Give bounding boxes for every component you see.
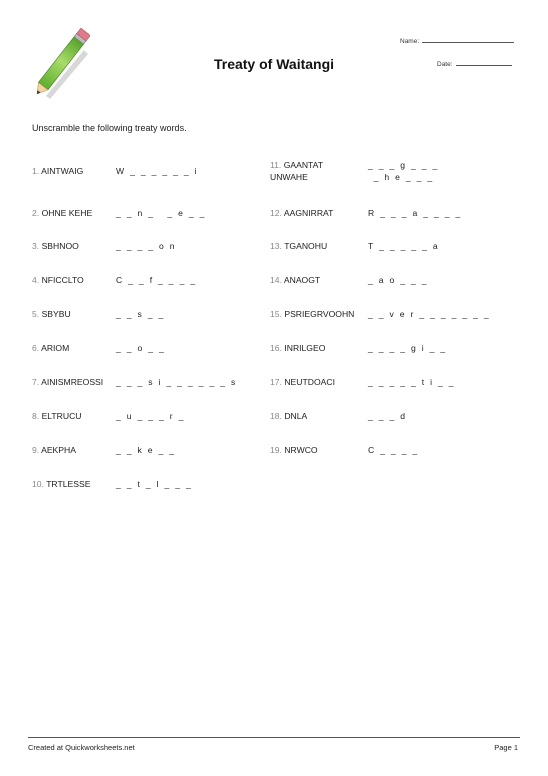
item-number: 6.	[32, 343, 40, 353]
answer-blanks[interactable]: _ _ t _ l _ _ _	[116, 479, 192, 489]
footer-credit: Created at Quickworksheets.net	[28, 743, 135, 752]
answer-blanks-line2[interactable]: _ h e _ _ _	[368, 172, 433, 182]
answer-blanks[interactable]: _ _ _ _ o n	[116, 241, 175, 251]
puzzle-item-19	[270, 445, 418, 455]
puzzle-item-9	[32, 445, 175, 455]
scrambled-word: GAANTAT	[283, 160, 324, 170]
item-number: 2.	[32, 208, 40, 218]
scrambled-word: TRTLESSE	[46, 479, 91, 489]
scrambled-word: INRILGEO	[284, 343, 326, 353]
answer-blanks[interactable]: C _ _ f _ _ _ _	[116, 275, 196, 285]
answer-blanks[interactable]: R _ _ _ a _ _ _ _	[368, 208, 461, 218]
item-number: 14.	[270, 275, 282, 285]
puzzle-item-13	[270, 241, 439, 251]
scrambled-word: DNLA	[284, 411, 308, 421]
item-number: 7.	[32, 377, 40, 387]
puzzle-item-16	[270, 343, 446, 353]
puzzle-item-14	[270, 275, 427, 285]
item-number: 18.	[270, 411, 282, 421]
scrambled-word-line2: UNWAHE	[270, 172, 308, 182]
puzzle-item-12	[270, 208, 461, 218]
item-number: 5.	[32, 309, 40, 319]
item-number: 16.	[270, 343, 282, 353]
answer-blanks[interactable]: _ _ n _ _ e _ _	[116, 208, 205, 218]
scrambled-word: AINTWAIG	[41, 166, 84, 176]
scrambled-word: PSRIEGRVOOHN	[284, 309, 355, 319]
answer-blanks[interactable]: _ _ _ s i _ _ _ _ _ _ s	[116, 377, 236, 387]
item-number: 12.	[270, 208, 282, 218]
item-number: 11.	[270, 160, 282, 170]
answer-blanks[interactable]: _ _ _ _ _ t i _ _	[368, 377, 454, 387]
puzzle-item-3	[32, 241, 175, 251]
date-field	[437, 61, 512, 68]
answer-blanks[interactable]: _ _ _ _ g i _ _	[368, 343, 446, 353]
scrambled-word: TGANOHU	[284, 241, 328, 251]
puzzle-item-5	[32, 309, 164, 319]
scrambled-word: SBHNOO	[41, 241, 79, 251]
puzzle-item-6	[32, 343, 165, 353]
scrambled-word: AEKPHA	[41, 445, 76, 455]
page-title: Treaty of Waitangi	[213, 56, 335, 72]
scrambled-word: ELTRUCU	[41, 411, 82, 421]
puzzle-item-8	[32, 411, 184, 421]
puzzle-item-18	[270, 411, 406, 421]
answer-blanks[interactable]: C _ _ _ _	[368, 445, 418, 455]
puzzle-item-10	[32, 479, 192, 489]
instructions-text: Unscramble the following treaty words.	[32, 123, 187, 133]
name-label: Name:	[400, 38, 420, 45]
item-number: 4.	[32, 275, 40, 285]
scrambled-word: AINISMREOSSI	[41, 377, 104, 387]
item-number: 1.	[32, 166, 40, 176]
puzzle-item-17	[270, 377, 454, 387]
puzzle-item-7	[32, 377, 236, 387]
item-number: 9.	[32, 445, 40, 455]
scrambled-word: ARIOM	[41, 343, 70, 353]
scrambled-word: NEUTDOACI	[284, 377, 335, 387]
scrambled-word: NRWCO	[284, 445, 318, 455]
item-number: 8.	[32, 411, 40, 421]
answer-blanks[interactable]: _ a o _ _ _	[368, 275, 427, 285]
item-number: 13.	[270, 241, 282, 251]
item-number: 17.	[270, 377, 282, 387]
scrambled-word: OHNE KEHE	[41, 208, 93, 218]
item-number: 15.	[270, 309, 282, 319]
name-field	[400, 38, 514, 45]
scrambled-word: AAGNIRRAT	[283, 208, 334, 218]
answer-blanks[interactable]: T _ _ _ _ _ a	[368, 241, 439, 251]
answer-blanks[interactable]: _ _ v e r _ _ _ _ _ _ _	[368, 309, 490, 319]
item-number: 3.	[32, 241, 40, 251]
answer-blanks[interactable]: _ _ o _ _	[116, 343, 165, 353]
date-line[interactable]	[456, 65, 512, 66]
answer-blanks[interactable]: _ _ _ g _ _ _	[368, 160, 438, 170]
answer-blanks[interactable]: _ _ s _ _	[116, 309, 164, 319]
scrambled-word: NFICCLTO	[41, 275, 84, 285]
answer-blanks[interactable]: _ u _ _ _ r _	[116, 411, 184, 421]
name-line[interactable]	[422, 42, 514, 43]
puzzle-item-2	[32, 208, 205, 218]
puzzle-item-15	[270, 309, 490, 319]
answer-blanks[interactable]: _ _ k e _ _	[116, 445, 175, 455]
answer-blanks[interactable]: W _ _ _ _ _ _ i	[116, 166, 197, 176]
scrambled-word: ANAOGT	[283, 275, 321, 285]
puzzle-item-11	[270, 160, 438, 182]
scrambled-word: SBYBU	[41, 309, 71, 319]
puzzle-item-4	[32, 275, 196, 285]
puzzle-item-1	[32, 166, 197, 176]
item-number: 10.	[32, 479, 44, 489]
footer-divider	[28, 737, 520, 738]
date-label: Date:	[437, 61, 453, 68]
item-number: 19.	[270, 445, 282, 455]
answer-blanks[interactable]: _ _ _ d	[368, 411, 406, 421]
page-number: Page 1	[494, 743, 518, 752]
